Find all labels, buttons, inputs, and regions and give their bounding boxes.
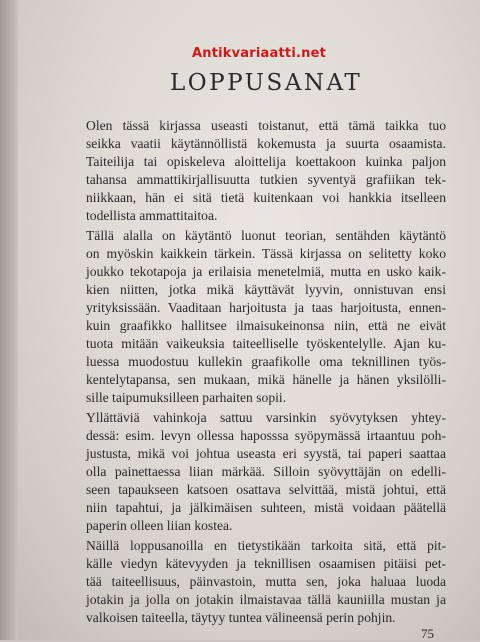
text-line: niikkaan, hän ei sitä tietä kuitenkaan voi hankkia itselleen bbox=[86, 190, 446, 205]
body-text bbox=[86, 117, 446, 629]
text-line: källe viedyn kätevyyden ja teknillisen osaamisen pitäisi pet- bbox=[86, 556, 446, 571]
text-line: Olen tässä kirjassa useasti toistanut, että tämä taikka tuo bbox=[86, 118, 446, 133]
page-title: LOPPUSANAT bbox=[170, 70, 363, 96]
page-number: 75 bbox=[421, 626, 434, 641]
text-line: kentelytapansa, sen mukaan, mikä hänelle ja hänen yksilölli- bbox=[86, 372, 446, 387]
paragraph bbox=[86, 117, 446, 225]
text-line: justusta, mikä voi johtua useasta eri syystä, tai paperi saattaa bbox=[86, 446, 446, 461]
text-line: jotakin ja jolla on jotakin ilmaistavaa tällä kauniilla mustan ja bbox=[86, 592, 446, 607]
text-line: joukko tekotapoja ja erilaisia menetelmiä, mutta en usko kaik- bbox=[86, 264, 446, 279]
text-line: Tällä alalla on käytäntö luonut teorian, sentähden käytäntö bbox=[86, 228, 446, 243]
paragraph bbox=[86, 409, 446, 535]
text-line: tahansa ammattikirjallisuutta tutkien syventyä grafiikan tek- bbox=[86, 172, 446, 187]
text-line: dessä: esim. levyn ollessa haposssa syöpymässä irtaantuu poh- bbox=[86, 428, 446, 443]
text-line: kuin graafikko hallitsee ilmaisukeinonsa niin, että ne eivät bbox=[86, 318, 446, 333]
text-line: on myöskin kaikkein tärkein. Tässä kirjassa on selitetty koko bbox=[86, 246, 446, 261]
text-line: sille taipumuksilleen parhaiten sopii. bbox=[86, 390, 287, 405]
text-line: tuota mitään vaikeuksia taiteelliselle työskentelylle. Ajan ku- bbox=[86, 336, 446, 351]
text-line: valkoisen taiteella, täytyy tuntea välineensä perin pohjin. bbox=[86, 610, 396, 625]
text-line: Näillä loppusanoilla en tietystikään tarkoita sitä, että pit- bbox=[86, 538, 446, 553]
text-line: Taiteilija tai opiskeleva aloittelija koettakoon kuinka paljon bbox=[86, 154, 446, 169]
book-gutter-shadow bbox=[0, 0, 18, 640]
text-line: paperin olleen liian kostea. bbox=[86, 518, 233, 533]
watermark-text: Antikvariaatti.net bbox=[192, 46, 326, 61]
paragraph bbox=[86, 227, 446, 407]
paragraph bbox=[86, 537, 446, 627]
text-line: todellista ammattitaitoa. bbox=[86, 208, 218, 223]
text-line: tää taiteellisuus, päinvastoin, mutta sen, joka haluaa luoda bbox=[86, 574, 446, 589]
text-line: yrityksissään. Vaaditaan harjoitusta ja taas harjoitusta, ennen- bbox=[86, 300, 446, 315]
text-line: niin tapahtui, ja jälkimäisen suhteen, mistä voidaan päätellä bbox=[86, 500, 446, 515]
text-line: luessa muodostuu kullekin graafikolle oma teknillinen työs- bbox=[86, 354, 446, 369]
text-line: seikka vaatii käytännöllistä kokemusta ja suurta osaamista. bbox=[86, 136, 446, 151]
text-line: kien niitten, jotka mikä käyttävät lyyvin, onnistuvan ensi bbox=[86, 282, 446, 297]
text-line: Yllättäviä vahinkoja sattuu varsinkin syövytyksen yhtey- bbox=[86, 410, 446, 425]
text-line: seen tapaukseen katsoen osattava selvittää, mistä johtui, että bbox=[86, 482, 446, 497]
text-line: olla painettaessa liian märkää. Silloin syövyttäjän on edelli- bbox=[86, 464, 446, 479]
